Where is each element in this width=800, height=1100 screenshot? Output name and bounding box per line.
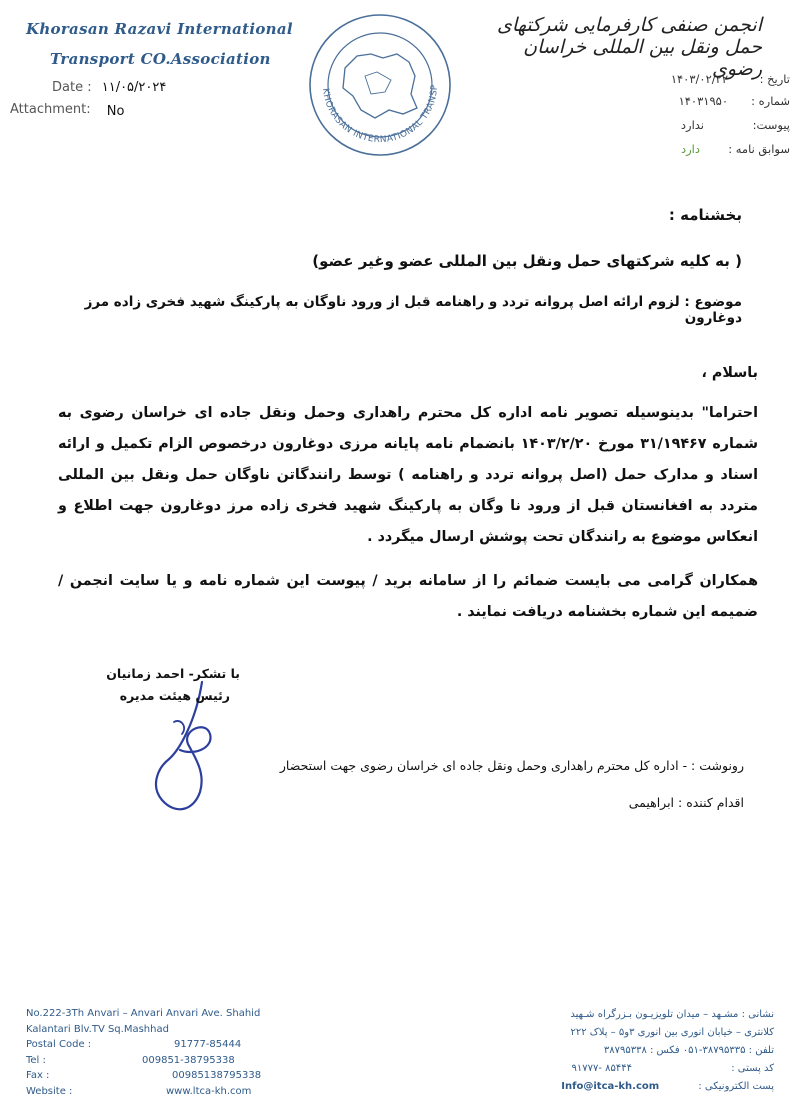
attachment-label: Attachment: bbox=[10, 102, 91, 117]
letter-greeting: باسلام ، bbox=[701, 365, 758, 381]
footer-postal-label: Postal Code : bbox=[26, 1039, 92, 1050]
meta-attachment-label: پیوست: bbox=[752, 118, 790, 132]
footer-fa-postal-label: کد پستی : bbox=[731, 1063, 774, 1074]
footer-fax-row bbox=[26, 1068, 260, 1084]
footer-contact-en bbox=[26, 1006, 260, 1099]
signer-name: با تشکر- احمد زمانیان bbox=[106, 666, 240, 681]
footer-tel-value: 009851-38795338 bbox=[142, 1054, 235, 1066]
action-officer-line: اقدام کننده : ابراهیمی bbox=[628, 795, 744, 810]
svg-text:KHORASAN INTERNATIONAL TRANSPO bbox=[305, 10, 440, 145]
letter-subject bbox=[52, 294, 742, 326]
footer-fa-postal-row bbox=[534, 1060, 774, 1078]
letter-recipient: ( به کلیه شرکتهای حمل ونقل بین المللی عضو وغیر عضو) bbox=[312, 252, 742, 270]
footer-fa-email-link[interactable]: Info@itca-kh.com bbox=[561, 1081, 660, 1092]
meta-number-label: شماره : bbox=[751, 94, 790, 108]
attachment-value: No bbox=[106, 104, 125, 119]
meta-row-date bbox=[640, 72, 790, 92]
meta-date-label: تاریخ : bbox=[759, 72, 790, 86]
footer-tel-label: Tel : bbox=[26, 1054, 46, 1066]
meta-date-value: ۱۴۰۳/۰۲/۲۲ bbox=[670, 72, 728, 86]
letter-paragraph-1: احتراما" بدینوسیله تصویر نامه اداره کل محترم راهداری وحمل ونقل جاده ای خراسان رضوی به شماره ۳۱/۱۹۴۶۷ مورخ ۱۴۰۳/۲/۲۰ بانضمام نامه پایانه مرزی دوغارون درخصوص الزام تکمیل و ارائه اسناد و مدارک حمل (اصل پروانه تردد و راهنامه ) توسط رانندگاتن ناوگان حمل ونقل بین المللی متردد به افغانستان قبل از ورود نا وگان به پارکینگ شهید فخری زاده مرز دوغارون جهت اطلاع و انعکاس موضوع به رانندگان تحت پوشش ارسال میگردد . bbox=[58, 405, 759, 545]
seal-graphic bbox=[305, 10, 455, 160]
org-name-fa: انجمن صنفی کارفرمایی شرکتهای حمل ونقل بین المللی خراسان رضوی bbox=[497, 14, 762, 80]
signature-block bbox=[106, 660, 250, 820]
footer-fax-label: Fax : bbox=[26, 1070, 50, 1081]
meta-history-label: سوابق نامه : bbox=[728, 142, 790, 156]
meta-number-value: ۱۴۰۳۱۹۵۰ bbox=[678, 94, 728, 108]
date-field bbox=[52, 80, 166, 95]
meta-history-value: دارد bbox=[681, 142, 700, 156]
meta-row-number bbox=[640, 94, 790, 114]
subject-text: لزوم ارائه اصل پروانه تردد و راهنامه قبل از ورود ناوگان به پارکینگ شهید فخری زاده مرز دوغارون bbox=[84, 294, 742, 326]
letter-paragraph-2: همکاران گرامی می بایست ضمائم را از سامانه برید / پیوست این شماره نامه و یا سایت انجمن / ضمیمه این شماره بخشنامه دریافت نمایند . bbox=[58, 573, 758, 620]
meta-row-attachment bbox=[640, 118, 790, 138]
footer-address-line2: Kalantari Blv.TV Sq.Mashhad bbox=[26, 1023, 169, 1035]
footer-fa-email-row bbox=[534, 1078, 774, 1096]
subject-label: موضوع : bbox=[684, 294, 742, 310]
footer-website-label: Website : bbox=[26, 1085, 73, 1097]
footer-fax-value: 00985138795338 bbox=[172, 1070, 262, 1081]
footer-website-link[interactable]: www.ltca-kh.com bbox=[166, 1085, 252, 1097]
footer-fa-postal-value: ۸۵۴۴۴ -۹۱۷۷۷ bbox=[571, 1063, 633, 1074]
date-value: ۱۱/۰۵/۲۰۲۴ bbox=[101, 80, 167, 95]
association-seal bbox=[305, 10, 455, 160]
letter-heading: بخشنامه : bbox=[668, 206, 742, 224]
footer-website-row bbox=[26, 1084, 260, 1100]
footer-contact-fa bbox=[534, 1006, 774, 1096]
org-name-en-line2: Transport CO.Association bbox=[50, 50, 271, 68]
attachment-field bbox=[10, 102, 124, 117]
seal-ring-text: KHORASAN INTERNATIONAL TRANSP bbox=[320, 84, 441, 146]
signer-title: رئیس هیئت مدیره bbox=[119, 688, 230, 703]
date-label: Date : bbox=[52, 80, 92, 95]
footer-postal-value: 91777-85444 bbox=[174, 1039, 242, 1050]
footer-postal-row bbox=[26, 1037, 260, 1053]
footer-fa-email-label: پست الکترونیکی : bbox=[698, 1081, 774, 1092]
footer-address-line1: No.222-3Th Anvari – Anvari Anvari Ave. Shahid bbox=[26, 1008, 261, 1019]
footer-fa-address-line1: نشانی : مشـهد – میدان تلویزیـون بـزرگراه شـهید bbox=[570, 1009, 774, 1020]
meta-row-history bbox=[640, 142, 790, 162]
handwritten-signature bbox=[110, 660, 250, 820]
letter-meta bbox=[640, 72, 790, 162]
cc-line: رونوشت : - اداره کل محترم راهداری وحمل ونقل جاده ای خراسان رضوی جهت استحضار bbox=[279, 758, 744, 773]
meta-attachment-value: ندارد bbox=[680, 118, 704, 132]
org-name-en-line1: Khorasan Razavi International bbox=[26, 20, 293, 38]
footer-tel-row bbox=[26, 1053, 260, 1069]
footer-fa-phone-line: تلفن : ۳۸۷۹۵۳۳۵-۰۵۱ فکس : ۳۸۷۹۵۳۳۸ bbox=[603, 1045, 774, 1056]
footer-fa-address-line2: کلانتری – خیابان انوری بین انوری ۳و۵ – پلاک ۲۲۲ bbox=[570, 1027, 774, 1038]
